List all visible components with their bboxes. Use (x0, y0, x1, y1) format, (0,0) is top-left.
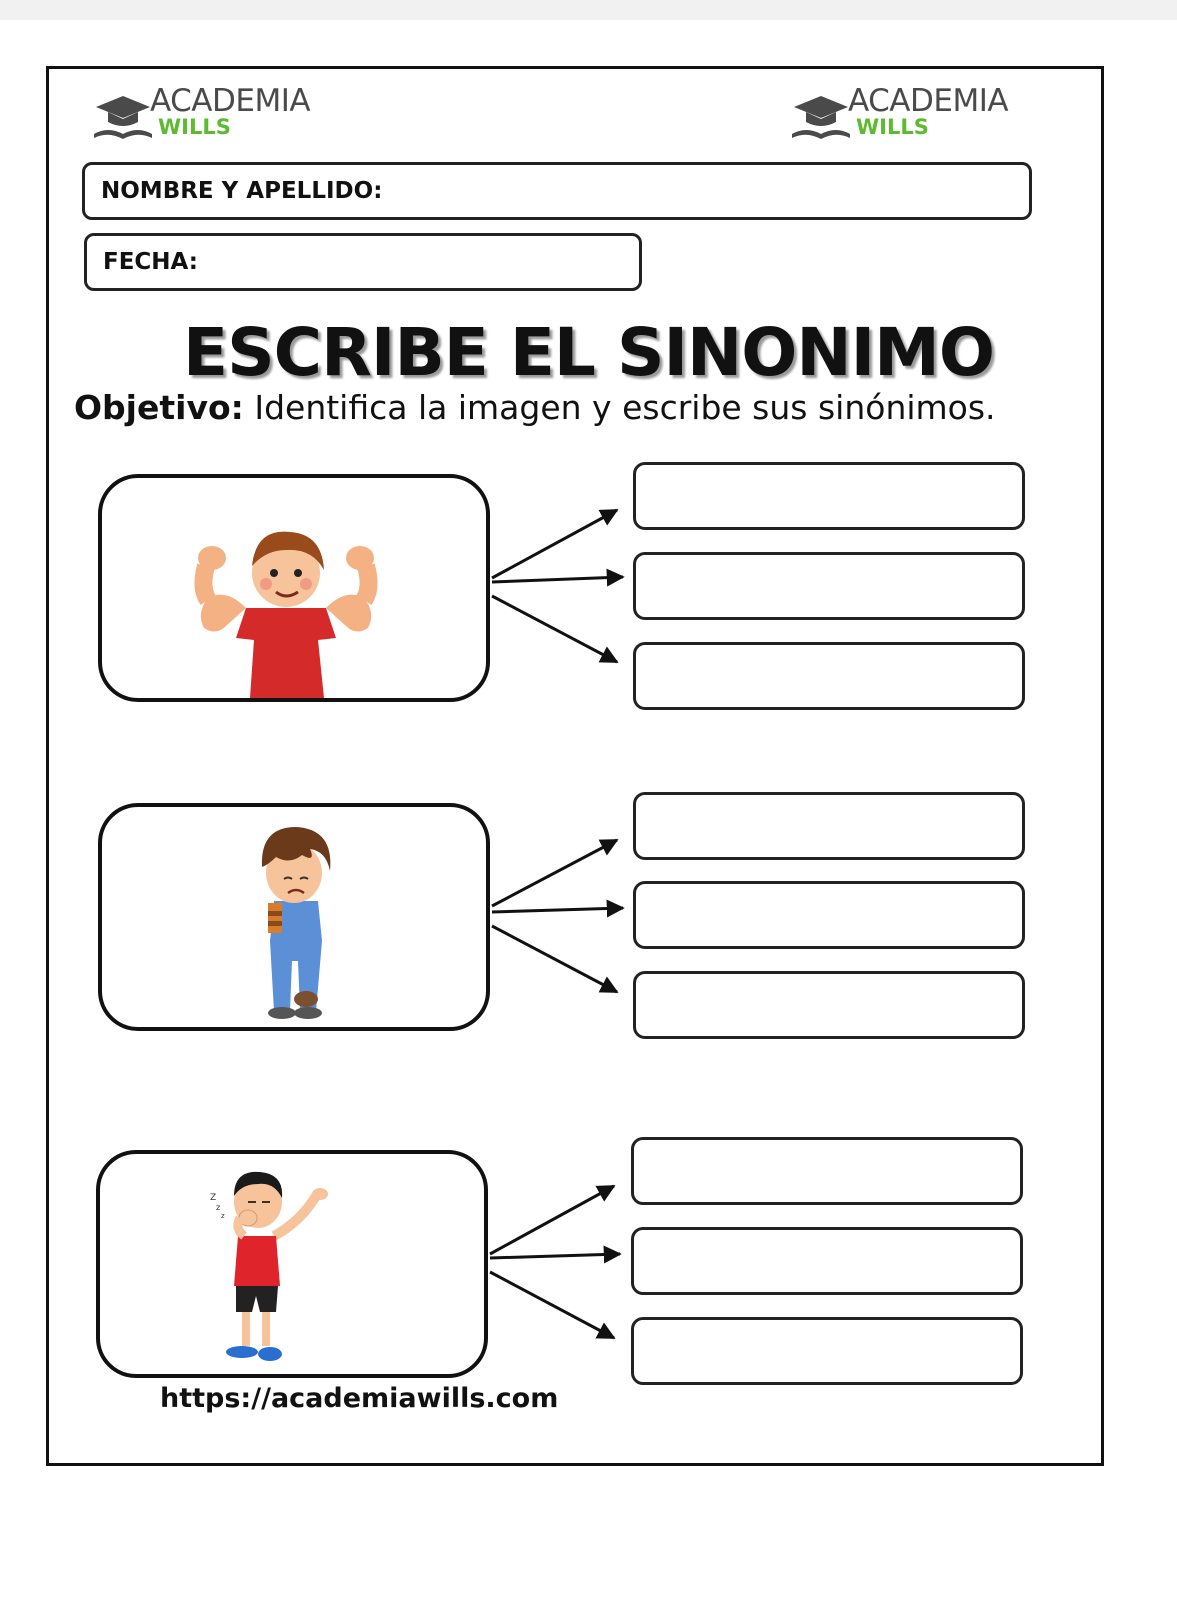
logo-sub: WILLS (158, 115, 231, 139)
arrow-3-2 (490, 1254, 620, 1258)
logo-name: ACADEMIA (848, 83, 1009, 119)
logo-name: ACADEMIA (150, 83, 311, 119)
arrow-2-2 (492, 908, 623, 912)
svg-text:z: z (216, 1203, 221, 1212)
arrow-3-1 (490, 1186, 614, 1254)
arrow-1-2 (492, 577, 623, 582)
svg-text:z: z (221, 1212, 225, 1220)
arrow-2-3 (492, 926, 617, 992)
arrow-3-3 (490, 1272, 614, 1338)
objective-text: Identifica la imagen y escribe sus sinónimos. (243, 388, 996, 427)
page-title: ESCRIBE EL SINONIMO (183, 314, 994, 391)
arrow-1-1 (492, 510, 617, 578)
objective-label: Objetivo: (74, 388, 244, 427)
name-field-label: NOMBRE Y APELLIDO: (101, 178, 383, 204)
logo-sub: WILLS (856, 115, 929, 139)
svg-text:Z: Z (210, 1193, 217, 1203)
arrow-2-1 (492, 840, 617, 906)
date-field-label: FECHA: (103, 249, 198, 275)
footer-url[interactable]: https://academiawills.com (160, 1383, 559, 1414)
arrow-1-3 (492, 596, 617, 662)
